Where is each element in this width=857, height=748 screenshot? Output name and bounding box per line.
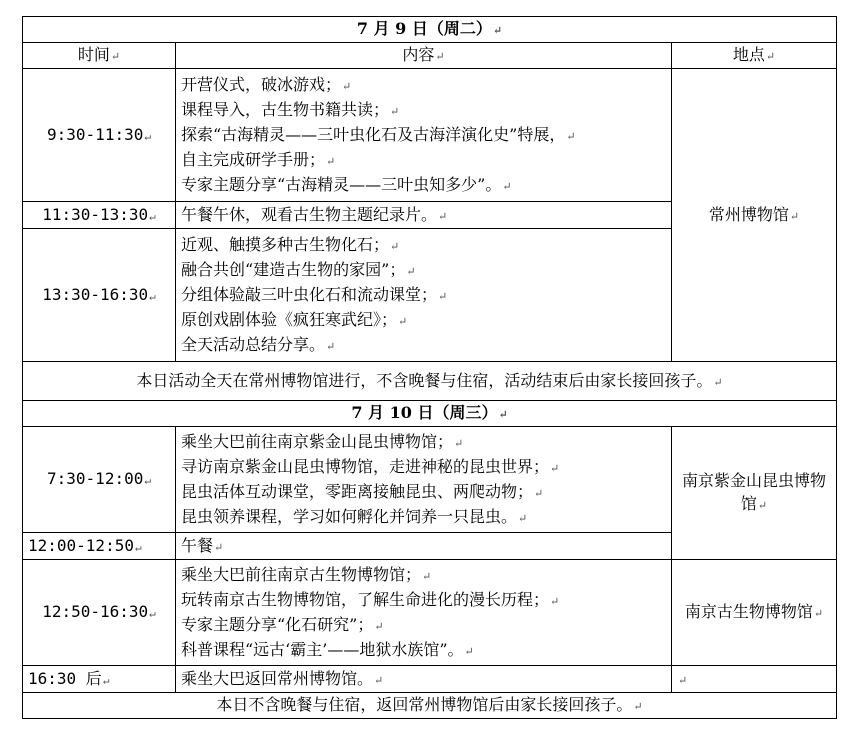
time-cell: 11:30-13:30↵ bbox=[23, 202, 176, 229]
header-content: 内容↵ bbox=[176, 43, 672, 69]
content-line: 昆虫领养课程，学习如何孵化并饲养一只昆虫。↵ bbox=[181, 506, 528, 526]
content-line: 乘坐大巴返回常州博物馆。↵ bbox=[181, 668, 384, 688]
day2-title: 7 月 10 日（周三） bbox=[351, 403, 498, 422]
place-cell: 常州博物馆↵ bbox=[672, 69, 837, 362]
content-cell bbox=[176, 69, 672, 202]
time-cell: 9:30-11:30↵ bbox=[23, 69, 176, 202]
content-line: 近观、触摸多种古生物化石；↵ bbox=[181, 234, 400, 254]
content-line: 午餐↵ bbox=[181, 535, 224, 555]
content-cell bbox=[176, 229, 672, 362]
day1-title: 7 月 9 日（周二） bbox=[356, 19, 492, 38]
day2-title-cell: 7 月 10 日（周三）↵ bbox=[23, 401, 837, 427]
content-cell bbox=[176, 666, 672, 693]
time-cell: 16:30 后↵ bbox=[23, 666, 176, 693]
content-cell bbox=[176, 560, 672, 666]
content-line: 自主完成研学手册；↵ bbox=[181, 149, 336, 169]
content-line: 专家主题分享“化石研究”；↵ bbox=[181, 614, 384, 634]
time-cell: 7:30-12:00↵ bbox=[23, 427, 176, 533]
content-cell bbox=[176, 202, 672, 229]
content-line: 昆虫活体互动课堂，零距离接触昆虫、两爬动物；↵ bbox=[181, 481, 544, 501]
content-line: 专家主题分享“古海精灵——三叶虫知多少”。↵ bbox=[181, 174, 512, 194]
content-line: 原创戏剧体验《疯狂寒武纪》；↵ bbox=[181, 309, 408, 329]
day2-note-row bbox=[23, 693, 837, 719]
place-cell: 南京紫金山昆虫博物馆↵ bbox=[672, 427, 837, 560]
content-cell bbox=[176, 427, 672, 533]
header-row bbox=[23, 43, 837, 69]
day1-title-row bbox=[23, 17, 837, 43]
content-line: 课程导入，古生物书籍共读；↵ bbox=[181, 99, 400, 119]
header-place: 地点↵ bbox=[672, 43, 837, 69]
content-line: 玩转南京古生物博物馆，了解生命进化的漫长历程；↵ bbox=[181, 589, 560, 609]
time-cell: 13:30-16:30↵ bbox=[23, 229, 176, 362]
content-line: 乘坐大巴前往南京紫金山昆虫博物馆；↵ bbox=[181, 431, 464, 451]
schedule-table bbox=[22, 16, 837, 719]
content-cell bbox=[176, 533, 672, 560]
content-line: 乘坐大巴前往南京古生物博物馆；↵ bbox=[181, 564, 432, 584]
table-row bbox=[23, 560, 837, 666]
time-cell: 12:50-16:30↵ bbox=[23, 560, 176, 666]
content-line: 探索“古海精灵——三叶虫化石及古海洋演化史”特展，↵ bbox=[181, 124, 576, 144]
table-row bbox=[23, 666, 837, 693]
place-cell: 南京古生物博物馆↵ bbox=[672, 560, 837, 666]
content-line: 融合共创“建造古生物的家园”；↵ bbox=[181, 259, 416, 279]
content-line: 科普课程“远古‘霸主’——地狱水族馆”。↵ bbox=[181, 639, 474, 659]
header-time: 时间↵ bbox=[23, 43, 176, 69]
content-line: 全天活动总结分享。↵ bbox=[181, 334, 336, 354]
content-line: 分组体验敲三叶虫化石和流动课堂；↵ bbox=[181, 284, 448, 304]
content-line: 寻访南京紫金山昆虫博物馆，走进神秘的昆虫世界；↵ bbox=[181, 456, 560, 476]
content-line: 午餐午休，观看古生物主题纪录片。↵ bbox=[181, 204, 448, 224]
day1-note: 本日活动全天在常州博物馆进行，不含晚餐与住宿，活动结束后由家长接回孩子。↵ bbox=[23, 362, 837, 401]
day1-note-row bbox=[23, 362, 837, 401]
table-row bbox=[23, 427, 837, 533]
day1-title-cell: 7 月 9 日（周二）↵ bbox=[23, 17, 837, 43]
day2-note: 本日不含晚餐与住宿，返回常州博物馆后由家长接回孩子。↵ bbox=[23, 693, 837, 719]
place-cell-empty: ↵ bbox=[672, 666, 837, 693]
day2-title-row bbox=[23, 401, 837, 427]
table-row bbox=[23, 69, 837, 202]
content-line: 开营仪式，破冰游戏；↵ bbox=[181, 74, 352, 94]
time-cell: 12:00-12:50↵ bbox=[23, 533, 176, 560]
